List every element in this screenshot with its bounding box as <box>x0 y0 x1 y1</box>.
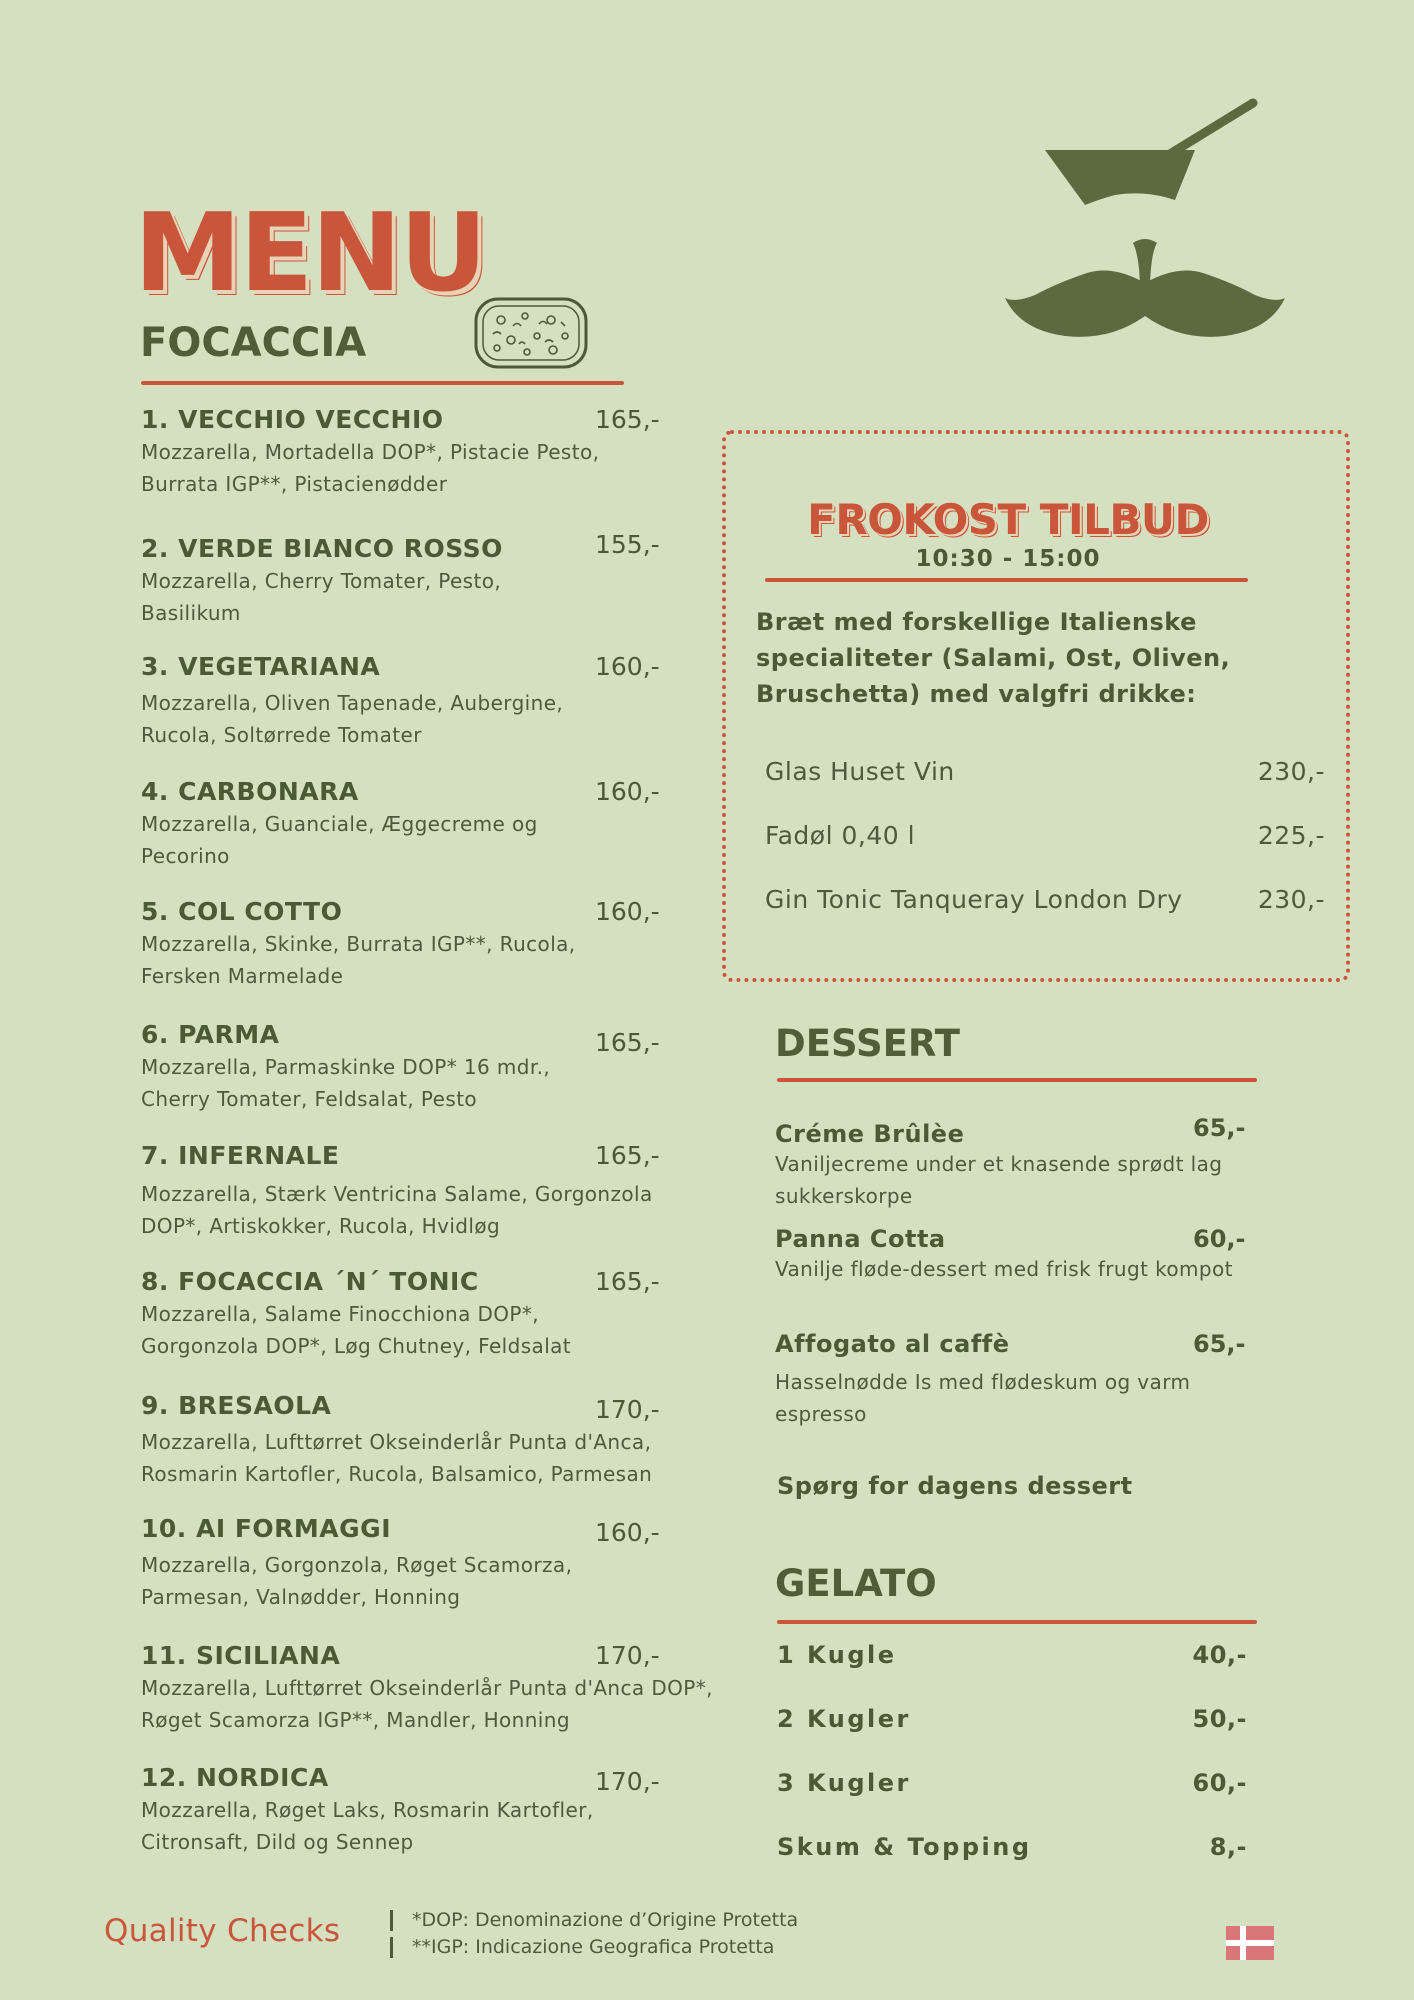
list-item <box>141 530 721 629</box>
list-item <box>775 1114 1315 1212</box>
list-item <box>141 1391 721 1490</box>
list-item <box>141 1763 721 1858</box>
item-desc: Mozzarella, Cherry Tomater, Pesto, Basilikum <box>141 569 502 625</box>
item-name: 12. NORDICA <box>141 1763 329 1792</box>
item-desc: Mozzarella, Oliven Tapenade, Aubergine, Rucola, Soltørrede Tomater <box>141 691 564 747</box>
item-name: 5. COL COTTO <box>141 897 343 926</box>
item-name: 6. PARMA <box>141 1020 280 1049</box>
drink-name: Gin Tonic Tanqueray London Dry <box>765 885 1183 914</box>
list-item <box>141 1141 721 1242</box>
item-desc: Mozzarella, Stærk Ventricina Salame, Gorgonzola DOP*, Artiskokker, Rucola, Hvidløg <box>141 1182 653 1238</box>
lunch-title: FROKOST TILBUD <box>807 495 1209 544</box>
item-desc: Mozzarella, Guanciale, Æggecreme og Pecorino <box>141 812 538 868</box>
drink-name: Fadøl 0,40 l <box>765 821 916 850</box>
item-price: 65,- <box>1193 1114 1246 1142</box>
item-name: 7. INFERNALE <box>141 1141 340 1170</box>
drink-row <box>765 885 1325 914</box>
dessert-heading: DESSERT <box>775 1022 960 1065</box>
item-desc: Mozzarella, Lufttørret Okseinderlår Punta d'Anca, Rosmarin Kartofler, Rucola, Balsamico, Parmesan <box>141 1430 653 1486</box>
quality-checks: Quality Checks <box>104 1913 341 1949</box>
gelato-price: 60,- <box>1192 1769 1247 1797</box>
item-price: 165,- <box>595 1141 660 1170</box>
focaccia-heading: FOCACCIA <box>140 320 367 366</box>
drink-price: 225,- <box>1257 821 1325 850</box>
item-price: 155,- <box>595 530 660 559</box>
list-item <box>141 1514 721 1613</box>
item-name: 4. CARBONARA <box>141 777 359 806</box>
lunch-time: 10:30 - 15:00 <box>915 546 1101 572</box>
focaccia-rule <box>141 381 624 385</box>
drink-price: 230,- <box>1257 757 1325 786</box>
item-price: 160,- <box>595 777 660 806</box>
gelato-price: 50,- <box>1192 1705 1247 1733</box>
item-name: 3. VEGETARIANA <box>141 652 381 681</box>
item-name: 8. FOCACCIA ´N´ TONIC <box>141 1267 479 1296</box>
footnote-igp: **IGP: Indicazione Geografica Protetta <box>390 1934 798 1961</box>
item-name: Affogato al caffè <box>775 1330 1010 1358</box>
item-name: 2. VERDE BIANCO ROSSO <box>141 534 503 563</box>
item-price: 170,- <box>595 1641 660 1670</box>
item-name: Panna Cotta <box>775 1225 946 1253</box>
gelato-price: 40,- <box>1192 1641 1247 1669</box>
focaccia-icon <box>473 296 589 370</box>
menu-title: MENU <box>134 191 486 316</box>
item-desc: Mozzarella, Røget Laks, Rosmarin Kartofler, Citronsaft, Dild og Sennep <box>141 1798 594 1854</box>
gelato-price: 8,- <box>1209 1833 1247 1861</box>
dessert-rule <box>777 1078 1257 1082</box>
danish-flag-icon[interactable] <box>1226 1926 1274 1960</box>
item-desc: Mozzarella, Lufttørret Okseinderlår Punta d'Anca DOP*, Røget Scamorza IGP**, Mandler, Honning <box>141 1676 713 1732</box>
item-desc: Mozzarella, Skinke, Burrata IGP**, Rucola, Fersken Marmelade <box>141 932 576 988</box>
lunch-rule <box>765 578 1248 582</box>
item-name: 9. BRESAOLA <box>141 1391 332 1420</box>
item-desc: Mozzarella, Gorgonzola, Røget Scamorza, Parmesan, Valnødder, Honning <box>141 1553 573 1609</box>
list-item <box>141 1641 721 1736</box>
item-name: Créme Brûlèe <box>775 1120 965 1148</box>
item-price: 170,- <box>595 1767 660 1796</box>
item-price: 65,- <box>1193 1330 1246 1358</box>
footnotes <box>390 1907 798 1961</box>
item-desc: Hasselnødde Is med flødeskum og varm espresso <box>775 1370 1191 1426</box>
list-item <box>141 1267 721 1362</box>
gelato-name: 1 Kugle <box>777 1641 897 1669</box>
lunch-desc: Bræt med forskellige Italienske specialiteter (Salami, Ost, Oliven, Bruschetta) med valgfri drikke: <box>756 608 1231 708</box>
item-price: 165,- <box>595 405 660 434</box>
item-price: 165,- <box>595 1028 660 1057</box>
list-item <box>775 1225 1315 1285</box>
item-price: 60,- <box>1193 1225 1246 1253</box>
gelato-row <box>777 1705 1247 1733</box>
list-item <box>775 1330 1315 1430</box>
gelato-name: 3 Kugler <box>777 1769 911 1797</box>
item-name: 10. AI FORMAGGI <box>141 1514 391 1543</box>
item-name: 11. SICILIANA <box>141 1641 341 1670</box>
dessert-note: Spørg for dagens dessert <box>777 1472 1133 1500</box>
item-desc: Mozzarella, Salame Finocchiona DOP*, Gorgonzola DOP*, Løg Chutney, Feldsalat <box>141 1302 572 1358</box>
cocktail-mustache-logo <box>995 95 1295 385</box>
gelato-name: Skum & Topping <box>777 1833 1032 1861</box>
item-price: 160,- <box>595 652 660 681</box>
gelato-row <box>777 1833 1247 1861</box>
item-price: 170,- <box>595 1395 660 1424</box>
gelato-name: 2 Kugler <box>777 1705 911 1733</box>
item-desc: Vaniljecreme under et knasende sprødt lag sukkerskorpe <box>775 1152 1223 1208</box>
drink-row <box>765 757 1325 786</box>
gelato-rule <box>777 1620 1257 1624</box>
list-item <box>141 897 721 992</box>
item-desc: Mozzarella, Parmaskinke DOP* 16 mdr., Cherry Tomater, Feldsalat, Pesto <box>141 1055 551 1111</box>
gelato-heading: GELATO <box>775 1562 937 1605</box>
item-name: 1. VECCHIO VECCHIO <box>141 405 444 434</box>
gelato-row <box>777 1769 1247 1797</box>
item-price: 165,- <box>595 1267 660 1296</box>
item-price: 160,- <box>595 897 660 926</box>
list-item <box>141 777 721 872</box>
drink-name: Glas Huset Vin <box>765 757 955 786</box>
item-price: 160,- <box>595 1518 660 1547</box>
list-item <box>141 405 721 500</box>
drink-row <box>765 821 1325 850</box>
drink-price: 230,- <box>1257 885 1325 914</box>
footnote-dop: *DOP: Denominazione d’Origine Protetta <box>390 1907 798 1934</box>
list-item <box>141 652 721 751</box>
item-desc: Mozzarella, Mortadella DOP*, Pistacie Pesto, Burrata IGP**, Pistacienødder <box>141 440 600 496</box>
gelato-row <box>777 1641 1247 1669</box>
list-item <box>141 1020 721 1115</box>
item-desc: Vanilje fløde-dessert med frisk frugt kompot <box>775 1257 1233 1281</box>
